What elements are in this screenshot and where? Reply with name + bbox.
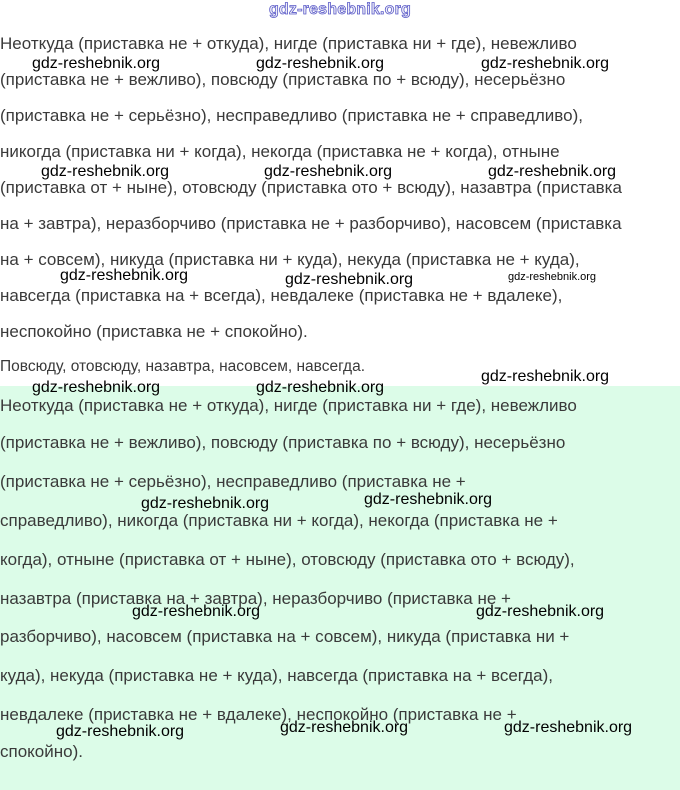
answer1-line-10: Повсюду, отовсюду, назавтра, насовсем, навсегда. [0,358,366,375]
answer1-line-9: неспокойно (приставка не + спокойно). [0,322,308,341]
watermark: gdz-reshebnik.org [256,55,385,72]
watermark: gdz-reshebnik.org [364,491,493,508]
watermark: gdz-reshebnik.org [481,368,610,385]
watermark: gdz-reshebnik.org [280,719,409,736]
watermark: gdz-reshebnik.org [488,163,617,180]
site-header-logo: gdz-reshebnik.org [268,1,412,18]
answer1-line-8: навсегда (приставка на + всегда), невдалеке (приставка не + вдалеке), [0,286,563,305]
answer1-line-3: (приставка не + серьёзно), несправедливо (приставка не + справедливо), [0,106,583,125]
watermark: gdz-reshebnik.org [504,719,633,736]
answer2-line-3: (приставка не + серьёзно), несправедливо (приставка не + [0,472,466,491]
watermark-small: gdz-reshebnik.org [508,271,597,283]
watermark: gdz-reshebnik.org [256,379,385,396]
answer2-line-1: Неоткуда (приставка не + откуда), нигде (приставка ни + где), невежливо [0,396,577,415]
watermark: gdz-reshebnik.org [476,603,605,620]
watermark: gdz-reshebnik.org [141,495,270,512]
watermark: gdz-reshebnik.org [32,379,161,396]
watermark: gdz-reshebnik.org [132,603,261,620]
watermark: gdz-reshebnik.org [264,163,393,180]
answer2-line-6: назавтра (приставка на + завтра), неразборчиво (приставка не + [0,589,511,608]
answer2-line-8: куда), некуда (приставка не + куда), навсегда (приставка на + всегда), [0,666,553,685]
answer1-line-6: на + завтра), неразборчиво (приставка не + разборчиво), насовсем (приставка [0,214,622,233]
answer2-line-10: спокойно). [0,742,83,761]
answer1-line-7: на + совсем), никуда (приставка ни + куда), некуда (приставка не + куда), [0,250,580,269]
watermark: gdz-reshebnik.org [60,267,189,284]
watermark: gdz-reshebnik.org [285,271,414,288]
watermark: gdz-reshebnik.org [56,723,185,740]
answer2-line-4: справедливо), никогда (приставка ни + когда), некогда (приставка не + [0,511,558,530]
answer1-line-4: никогда (приставка ни + когда), некогда (приставка не + когда), отныне [0,142,560,161]
answer2-line-5: когда), отныне (приставка от + ныне), отовсюду (приставка ото + всюду), [0,550,575,569]
watermark: gdz-reshebnik.org [481,55,610,72]
answer1-line-2: (приставка не + вежливо), повсюду (приставка по + всюду), несерьёзно [0,70,566,89]
watermark: gdz-reshebnik.org [41,163,170,180]
answer2-line-7: разборчиво), насовсем (приставка на + совсем), никуда (приставка ни + [0,627,570,646]
answer2-line-2: (приставка не + вежливо), повсюду (приставка по + всюду), несерьёзно [0,433,566,452]
answer1-line-1: Неоткуда (приставка не + откуда), нигде (приставка ни + где), невежливо [0,34,577,53]
answer2-line-9: невдалеке (приставка не + вдалеке), неспокойно (приставка не + [0,705,517,724]
watermark: gdz-reshebnik.org [32,55,161,72]
answer1-line-5: (приставка от + ныне), отовсюду (приставка ото + всюду), назавтра (приставка [0,178,622,197]
